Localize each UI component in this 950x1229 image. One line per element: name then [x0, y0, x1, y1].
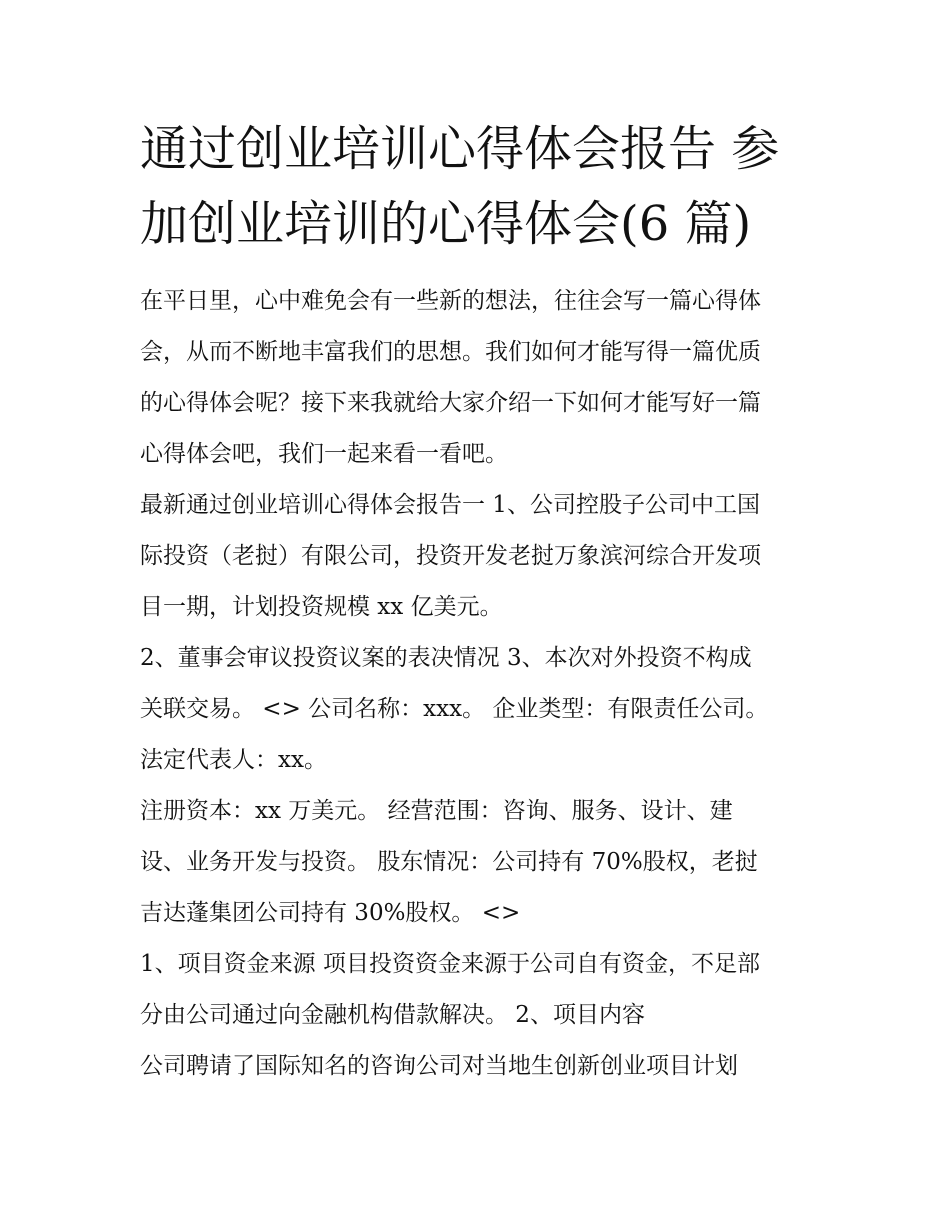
paragraph — [140, 939, 830, 1041]
text-line: 1、项目资金来源 项目投资资金来源于公司自有资金，不足部 — [140, 951, 760, 977]
text-line: 注册资本：xx 万美元。 经营范围：咨询、服务、设计、建 — [140, 798, 733, 824]
text-line: 目一期，计划投资规模 xx 亿美元。 — [140, 594, 503, 620]
text-line: 际投资（老挝）有限公司，投资开发老挝万象滨河综合开发项 — [140, 543, 761, 569]
text-line: 的心得体会呢？接下来我就给大家介绍一下如何才能写好一篇 — [140, 390, 761, 416]
text-line: 关联交易。 <> 公司名称：xxx。 企业类型：有限责任公司。 — [140, 696, 769, 722]
title-line: 通过创业培训心得体会报告 参 — [140, 121, 780, 177]
paragraph — [140, 786, 830, 939]
paragraph — [140, 633, 830, 786]
text-line: 公司聘请了国际知名的咨询公司对当地生创新创业项目计划 — [140, 1053, 738, 1079]
text-line: 2、董事会审议投资议案的表决情况 3、本次对外投资不构成 — [140, 645, 752, 671]
text-line: 心得体会吧，我们一起来看一看吧。 — [140, 441, 508, 467]
document-title — [140, 112, 820, 262]
document-body — [140, 276, 830, 1092]
text-line: 吉达蓬集团公司持有 30%股权。 <> — [140, 900, 521, 926]
paragraph — [140, 276, 830, 480]
text-line: 最新通过创业培训心得体会报告一 1、公司控股子公司中工国 — [140, 492, 760, 518]
text-line: 在平日里，心中难免会有一些新的想法，往往会写一篇心得体 — [140, 288, 761, 314]
text-line: 分由公司通过向金融机构借款解决。 2、项目内容 — [140, 1002, 645, 1028]
text-line: 会，从而不断地丰富我们的思想。我们如何才能写得一篇优质 — [140, 339, 761, 365]
text-line: 法定代表人：xx。 — [140, 747, 327, 773]
paragraph — [140, 1041, 830, 1092]
text-line: 设、业务开发与投资。 股东情况：公司持有 70%股权，老挝 — [140, 849, 758, 875]
paragraph — [140, 480, 830, 633]
title-line: 加创业培训的心得体会(6 篇) — [140, 196, 752, 252]
